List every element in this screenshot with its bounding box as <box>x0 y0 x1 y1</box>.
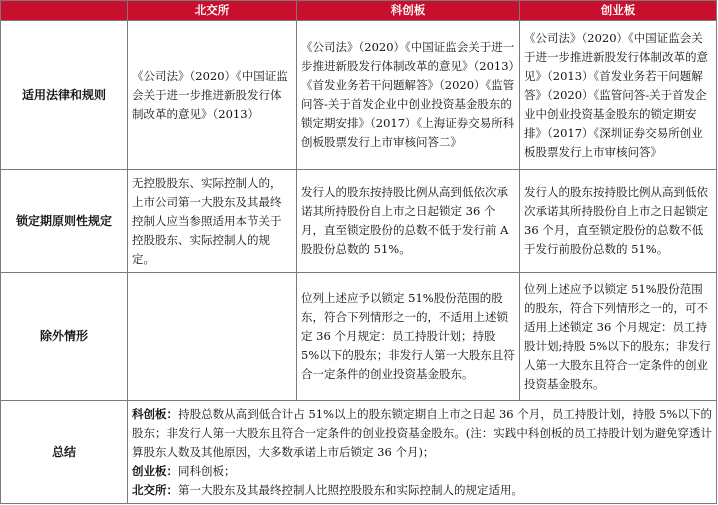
cell-bjs <box>128 273 297 401</box>
cell-cyb: 发行人的股东按持股比例从高到低依次承诺其所持股份自上市之日起锁定 36 个月，直至锁定股份的总数不低于发行前股份总数的 51%。 <box>520 170 717 273</box>
row-label: 除外情形 <box>1 273 128 401</box>
header-kcb: 科创板 <box>297 1 520 21</box>
row-exceptions <box>1 273 717 401</box>
summary-cyb-text: 同科创板； <box>178 463 236 478</box>
row-applicable-laws <box>1 21 717 170</box>
summary-kcb-text: 持股总数从高到低合计占 51%以上的股东锁定期自上市之日起 36 个月，员工持股计划，持股 5%以下的股东；非发行人第一大股东且符合一定条件的创业投资基金股东。(注：实践中科创板的员工持股计划为避免穿透计算股东人数及其他原因，大多数承诺上市后锁定 36 个月)； <box>132 406 712 459</box>
row-summary <box>1 401 717 504</box>
summary-bjs-text: 第一大股东及其最终控制人比照控股股东和实际控制人的规定适用。 <box>178 482 523 497</box>
cell-kcb: 《公司法》（2020）《中国证监会关于进一步推进新股发行体制改革的意见》（2013）《首发业务若干问题解答》（2020）《监管问答-关于首发企业中创业投资基金股东的锁定期安排》（2017）《上海证券交易所科创板股票发行上市审核问答二》 <box>297 21 520 170</box>
cell-bjs: 无控股股东、实际控制人的，上市公司第一大股东及其最终控制人应当参照适用本节关于控股股东、实际控制人的规定。 <box>128 170 297 273</box>
row-lockup-principle <box>1 170 717 273</box>
cell-kcb: 位列上述应予以锁定 51%股份范围的股东，符合下列情形之一的，不适用上述锁定 36 个月规定：员工持股计划；持股 5%以下的股东；非发行人第一大股东且符合一定条件的创业投资基金股东。 <box>297 273 520 401</box>
header-row <box>1 1 717 21</box>
summary-kcb <box>132 405 712 462</box>
cell-kcb: 发行人的股东按持股比例从高到低依次承诺其所持股份自上市之日起锁定 36 个月，直至锁定股份的总数不低于发行前 A 股股份总数的 51%。 <box>297 170 520 273</box>
row-label: 适用法律和规则 <box>1 21 128 170</box>
header-bjs: 北交所 <box>128 1 297 21</box>
summary-kcb-key: 科创板： <box>132 406 179 421</box>
row-label: 锁定期原则性规定 <box>1 170 128 273</box>
header-corner <box>1 1 128 21</box>
header-cyb: 创业板 <box>520 1 717 21</box>
summary-bjs <box>132 481 712 500</box>
cell-bjs: 《公司法》（2020）《中国证监会关于进一步推进新股发行体制改革的意见》（2013） <box>128 21 297 170</box>
row-label: 总结 <box>1 401 128 504</box>
summary-cyb <box>132 462 712 481</box>
summary-bjs-key: 北交所： <box>132 482 178 497</box>
cell-cyb: 位列上述应予以锁定 51%股份范围的股东，符合下列情形之一的，可不适用上述锁定 36 个月规定：员工持股计划;持股 5%以下的股东；非发行人第一大股东且符合一定条件的创业投资基金股东。 <box>520 273 717 401</box>
summary-cyb-key: 创业板： <box>132 463 178 478</box>
summary-cell <box>128 401 717 504</box>
cell-cyb: 《公司法》（2020）《中国证监会关于进一步推进新股发行体制改革的意见》（2013）《首发业务若干问题解答》（2020）《监管问答-关于首发企业中创业投资基金股东的锁定期安排》（2017）《深圳证券交易所创业板股票发行上市审核问答》 <box>520 21 717 170</box>
